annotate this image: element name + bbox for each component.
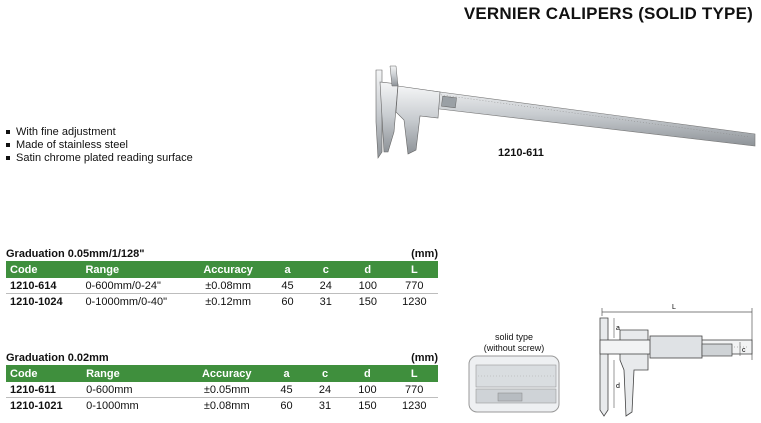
- cell-L: 1230: [401, 399, 427, 412]
- cell-d: 150: [358, 399, 377, 412]
- col-header: Accuracy: [201, 367, 252, 380]
- table-header-row: [6, 365, 438, 382]
- cell-range: 0-1000mm: [86, 399, 139, 412]
- cell-code: 1210-1024: [10, 295, 63, 308]
- inset-caption-line: (without screw): [483, 343, 545, 353]
- col-header: c: [322, 263, 329, 276]
- feature-item: Made of stainless steel: [6, 139, 193, 152]
- cell-d: 100: [344, 382, 390, 398]
- col-header: Range: [85, 263, 120, 276]
- cell-accuracy: ±0.05mm: [186, 382, 267, 398]
- table-row: [6, 278, 438, 294]
- cell-accuracy: ±0.12mm: [205, 295, 251, 308]
- dimension-label-c: c: [742, 347, 746, 354]
- page-title: VERNIER CALIPERS (SOLID TYPE): [463, 4, 753, 23]
- col-header: L: [410, 263, 418, 276]
- graduation-label: Graduation 0.02mm: [6, 352, 109, 364]
- cell-a: 45: [267, 382, 306, 398]
- cell-code: 1210-611: [6, 382, 82, 398]
- cell-accuracy: ±0.08mm: [188, 278, 269, 294]
- cell-c: 24: [307, 278, 345, 294]
- col-header: Code: [10, 263, 38, 276]
- caliper-product-image: [360, 62, 760, 162]
- product-model-label: 1210-611: [498, 147, 544, 159]
- cell-accuracy: ±0.08mm: [203, 399, 250, 412]
- col-header: c: [321, 367, 329, 380]
- graduation-label: Graduation 0.05mm/1/128": [6, 248, 145, 260]
- inset-caption: [474, 332, 554, 354]
- cell-range: 0-1000mm/0-40": [85, 295, 167, 308]
- col-header: d: [364, 263, 372, 276]
- cell-a: 45: [268, 278, 306, 294]
- cell-code: 1210-1021: [10, 399, 63, 412]
- unit-label: (mm): [411, 248, 438, 260]
- dimension-label-L: L: [672, 304, 676, 311]
- col-header: d: [364, 367, 371, 380]
- cell-range: 0-600mm/0-24": [81, 278, 187, 294]
- cell-L: 770: [391, 278, 438, 294]
- table-row: [6, 294, 438, 310]
- col-header: L: [410, 367, 418, 380]
- spec-table-2: [6, 351, 438, 413]
- feature-list: [6, 126, 193, 165]
- col-header: a: [283, 367, 290, 380]
- cell-a: 60: [280, 399, 293, 412]
- cell-L: 1230: [402, 295, 427, 308]
- feature-item: With fine adjustment: [6, 126, 193, 139]
- col-header: a: [284, 263, 291, 276]
- spec-table-1: [6, 247, 438, 309]
- col-header: Accuracy: [203, 263, 253, 276]
- inset-caption-line: solid type: [494, 332, 534, 342]
- cell-d: 150: [358, 295, 377, 308]
- dimension-diagram: [590, 300, 758, 420]
- cell-a: 60: [281, 295, 294, 308]
- dimension-label-a: a: [616, 325, 620, 332]
- table-row: [6, 398, 438, 414]
- col-header: Range: [86, 367, 120, 380]
- dimension-label-d: d: [616, 383, 620, 390]
- cell-code: 1210-614: [6, 278, 81, 294]
- table-header-row: [6, 261, 438, 278]
- feature-item: Satin chrome plated reading surface: [6, 152, 193, 165]
- cell-c: 31: [319, 295, 332, 308]
- cell-range: 0-600mm: [82, 382, 186, 398]
- cell-c: 31: [318, 399, 332, 412]
- col-header: Code: [10, 367, 38, 380]
- cell-L: 770: [390, 382, 438, 398]
- cell-d: 100: [345, 278, 391, 294]
- unit-label: (mm): [411, 352, 438, 364]
- table-row: [6, 382, 438, 398]
- cell-c: 24: [306, 382, 345, 398]
- solid-type-inset-image: [468, 355, 560, 413]
